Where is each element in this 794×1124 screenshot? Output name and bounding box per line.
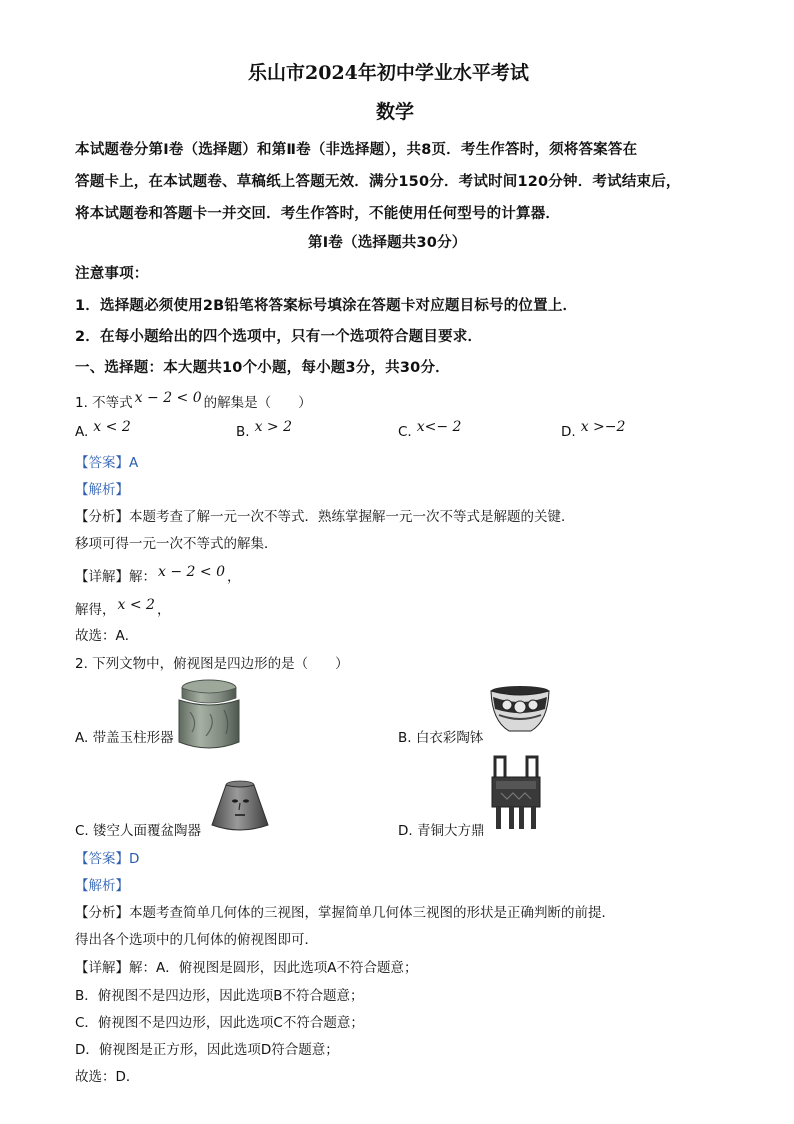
section-1-heading: 一、选择题：本大题共10个小题，每小题3分，共30分． <box>75 360 450 376</box>
intro-line-2: 答题卡上，在本试题卷、草稿纸上答题无效．满分150分．考试时间120分钟．考试结束后， <box>75 174 681 190</box>
q2-option-c: C. 镂空人面覆盆陶器 <box>75 823 202 839</box>
bronze-ding-image <box>487 753 545 833</box>
q2-option-b: B. 白衣彩陶钵 <box>398 730 484 746</box>
jade-cylinder-image <box>176 678 242 752</box>
q1-option-a: A. x < 2 <box>75 419 131 440</box>
q1-option-c: C. x<− 2 <box>398 419 462 440</box>
q1-option-b: B. x > 2 <box>236 419 292 440</box>
q1-fenxi-line-1: 【分析】本题考查了解一元一次不等式．熟练掌握解一元一次不等式是解题的关键． <box>75 509 575 525</box>
q2-detail-1: 【详解】解：A．俯视图是圆形，因此选项A不符合题意； <box>75 960 418 976</box>
q1-detail-math: x − 2 < 0 <box>158 564 225 580</box>
pottery-mask-vessel-image <box>208 777 272 833</box>
q2-option-d: D. 青铜大方鼎 <box>398 823 485 839</box>
intro-line-1: 本试题卷分第Ⅰ卷（选择题）和第Ⅱ卷（非选择题），共8页．考生作答时，须将答案答在 <box>75 142 638 158</box>
q2-analysis-tag: 【解析】 <box>75 878 129 894</box>
notes-item-1: 1．选择题必须使用2B铅笔将答案标号填涂在答题卡对应题目标号的位置上． <box>75 298 578 314</box>
q1-analysis-tag: 【解析】 <box>75 482 129 498</box>
intro-line-3: 将本试题卷和答题卡一并交回．考生作答时，不能使用任何型号的计算器． <box>75 206 561 222</box>
q1-detail: 【详解】解： x − 2 < 0 ， <box>75 564 241 585</box>
q1-solve: 解得， x < 2 ， <box>75 597 171 618</box>
q1-option-c-math: x<− 2 <box>416 419 462 435</box>
q2-detail-4: D．俯视图是正方形，因此选项D符合题意； <box>75 1042 339 1058</box>
exam-subject: 数学 <box>376 101 415 123</box>
q1-option-d-math: x >−2 <box>580 419 626 435</box>
q1-answer: 【答案】A <box>75 455 139 471</box>
q1-choose: 故选：A． <box>75 628 139 644</box>
q1-stem <box>75 391 312 411</box>
q2-detail-3: C．俯视图不是四边形，因此选项C不符合题意； <box>75 1015 364 1031</box>
q1-solve-math: x < 2 <box>117 597 155 613</box>
q2-option-a: A. 带盖玉柱形器 <box>75 730 174 746</box>
exam-title: 乐山市2024年初中学业水平考试 <box>248 62 529 84</box>
q2-fenxi-line-1: 【分析】本题考查简单几何体的三视图，掌握简单几何体三视图的形状是正确判断的前提． <box>75 905 615 921</box>
q1-stem-post: 的解集是（ ） <box>203 395 312 411</box>
q2-fenxi-line-2: 得出各个选项中的几何体的俯视图即可． <box>75 932 318 948</box>
q1-stem-pre: 1. 不等式 <box>75 395 133 411</box>
notes-item-2: 2．在每小题给出的四个选项中，只有一个选项符合题目要求． <box>75 329 483 345</box>
q1-option-b-math: x > 2 <box>254 419 292 435</box>
q2-answer: 【答案】D <box>75 851 140 867</box>
notes-heading: 注意事项： <box>75 266 149 282</box>
q2-detail-2: B．俯视图不是四边形，因此选项B不符合题意； <box>75 988 364 1004</box>
q2-choose: 故选：D． <box>75 1069 140 1085</box>
q2-stem: 2. 下列文物中，俯视图是四边形的是（ ） <box>75 656 349 672</box>
painted-pottery-bowl-image <box>487 685 553 735</box>
q1-option-d: D. x >−2 <box>561 419 626 440</box>
q1-option-a-math: x < 2 <box>93 419 131 435</box>
q1-fenxi-line-2: 移项可得一元一次不等式的解集． <box>75 536 278 552</box>
part1-title: 第Ⅰ卷（选择题共30分） <box>308 235 467 251</box>
q1-stem-math: x − 2 < 0 <box>134 390 202 406</box>
